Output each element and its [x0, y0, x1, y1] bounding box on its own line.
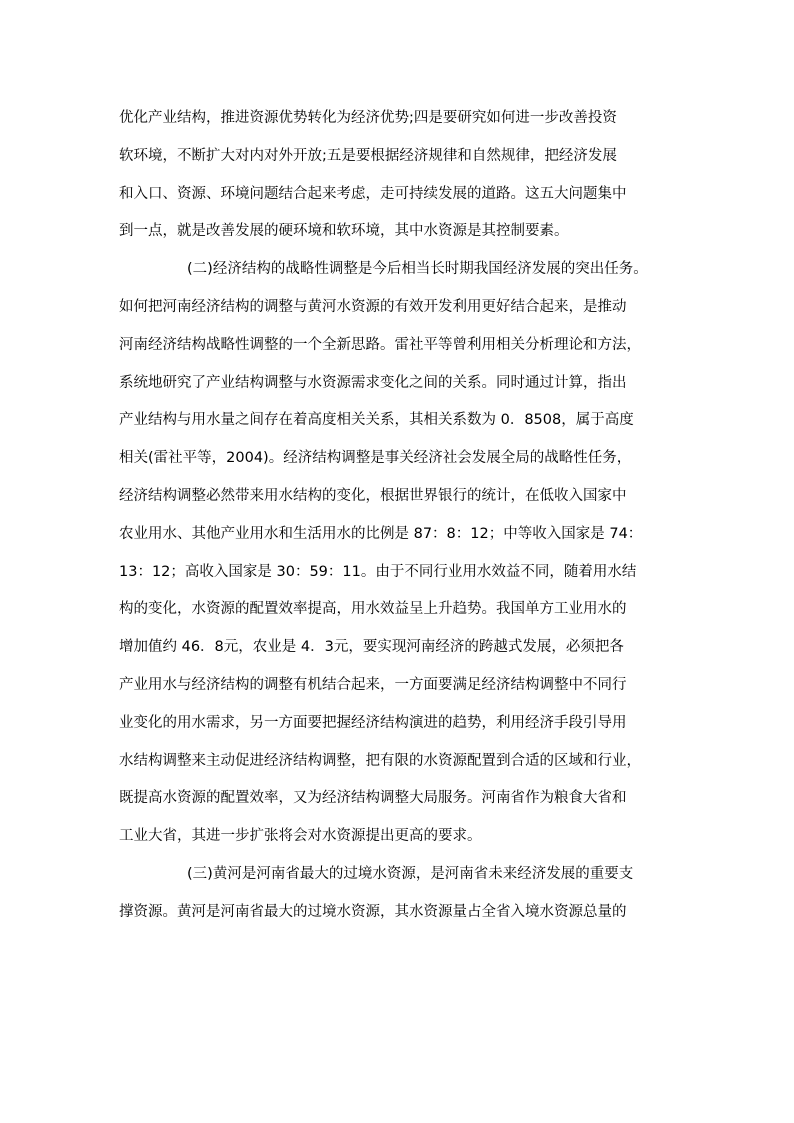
text-line: 工业大省，其进一步扩张将会对水资源提出更高的要求。 [119, 828, 482, 845]
text-line: 河南经济结构战略性调整的一个全新思路。雷社平等曾利用相关分析理论和方法， [119, 336, 641, 353]
text-line: 产业用水与经济结构的调整有机结合起来，一方面要满足经济结构调整中不同行 [119, 676, 627, 693]
text-line: 软环境，不断扩大对内对外开放;五是要根据经济规律和自然规律，把经济发展 [119, 147, 617, 164]
text-line: 和入口、资源、环境问题结合起来考虑，走可持续发展的道路。这五大问题集中 [119, 185, 627, 202]
text-line: 产业结构与用水量之间存在着高度相关关系，其相关系数为 0．8508，属于高度 [119, 412, 634, 429]
text-line: 系统地研究了产业结构调整与水资源需求变化之间的关系。同时通过计算，指出 [119, 374, 627, 391]
section-heading-line: (二)经济结构的战略性调整是今后相当长时期我国经济发展的突出任务。 [187, 261, 648, 278]
body-text [119, 100, 679, 932]
text-line: 13：12；高收入国家是 30：59：11。由于不同行业用水效益不同，随着用水结 [119, 563, 637, 580]
section-heading-line: (三)黄河是河南省最大的过境水资源，是河南省未来经济发展的重要支 [187, 865, 634, 882]
text-line: 增加值约 46．8元，农业是 4．3元，要实现河南经济的跨越式发展，必须把各 [119, 639, 624, 656]
text-line: 既提高水资源的配置效率，又为经济结构调整大局服务。河南省作为粮食大省和 [119, 790, 627, 807]
text-line: 优化产业结构，推进资源优势转化为经济优势;四是要研究如何进一步改善投资 [119, 110, 617, 126]
text-line: 撑资源。黄河是河南省最大的过境水资源，其水资源量占全省入境水资源总量的 [119, 903, 627, 920]
text-line: 经济结构调整必然带来用水结构的变化，根据世界银行的统计，在低收入国家中 [119, 487, 627, 504]
text-line: 业变化的用水需求，另一方面要把握经济结构演进的趋势，利用经济手段引导用 [119, 714, 627, 731]
text-line: 构的变化，水资源的配置效率提高，用水效益呈上升趋势。我国单方工业用水的 [119, 601, 627, 618]
text-line: 到一点，就是改善发展的硬环境和软环境，其中水资源是其控制要素。 [119, 223, 569, 240]
text-line: 水结构调整来主动促进经济结构调整，把有限的水资源配置到合适的区域和行业， [119, 752, 641, 769]
text-line: 相关(雷社平等，2004)。经济结构调整是事关经济社会发展全局的战略性任务， [119, 450, 632, 467]
text-line: 农业用水、其他产业用水和生活用水的比例是 87：8：12；中等收入国家是 74： [119, 525, 643, 542]
text-line: 如何把河南经济结构的调整与黄河水资源的有效开发利用更好结合起来，是推动 [119, 298, 627, 315]
